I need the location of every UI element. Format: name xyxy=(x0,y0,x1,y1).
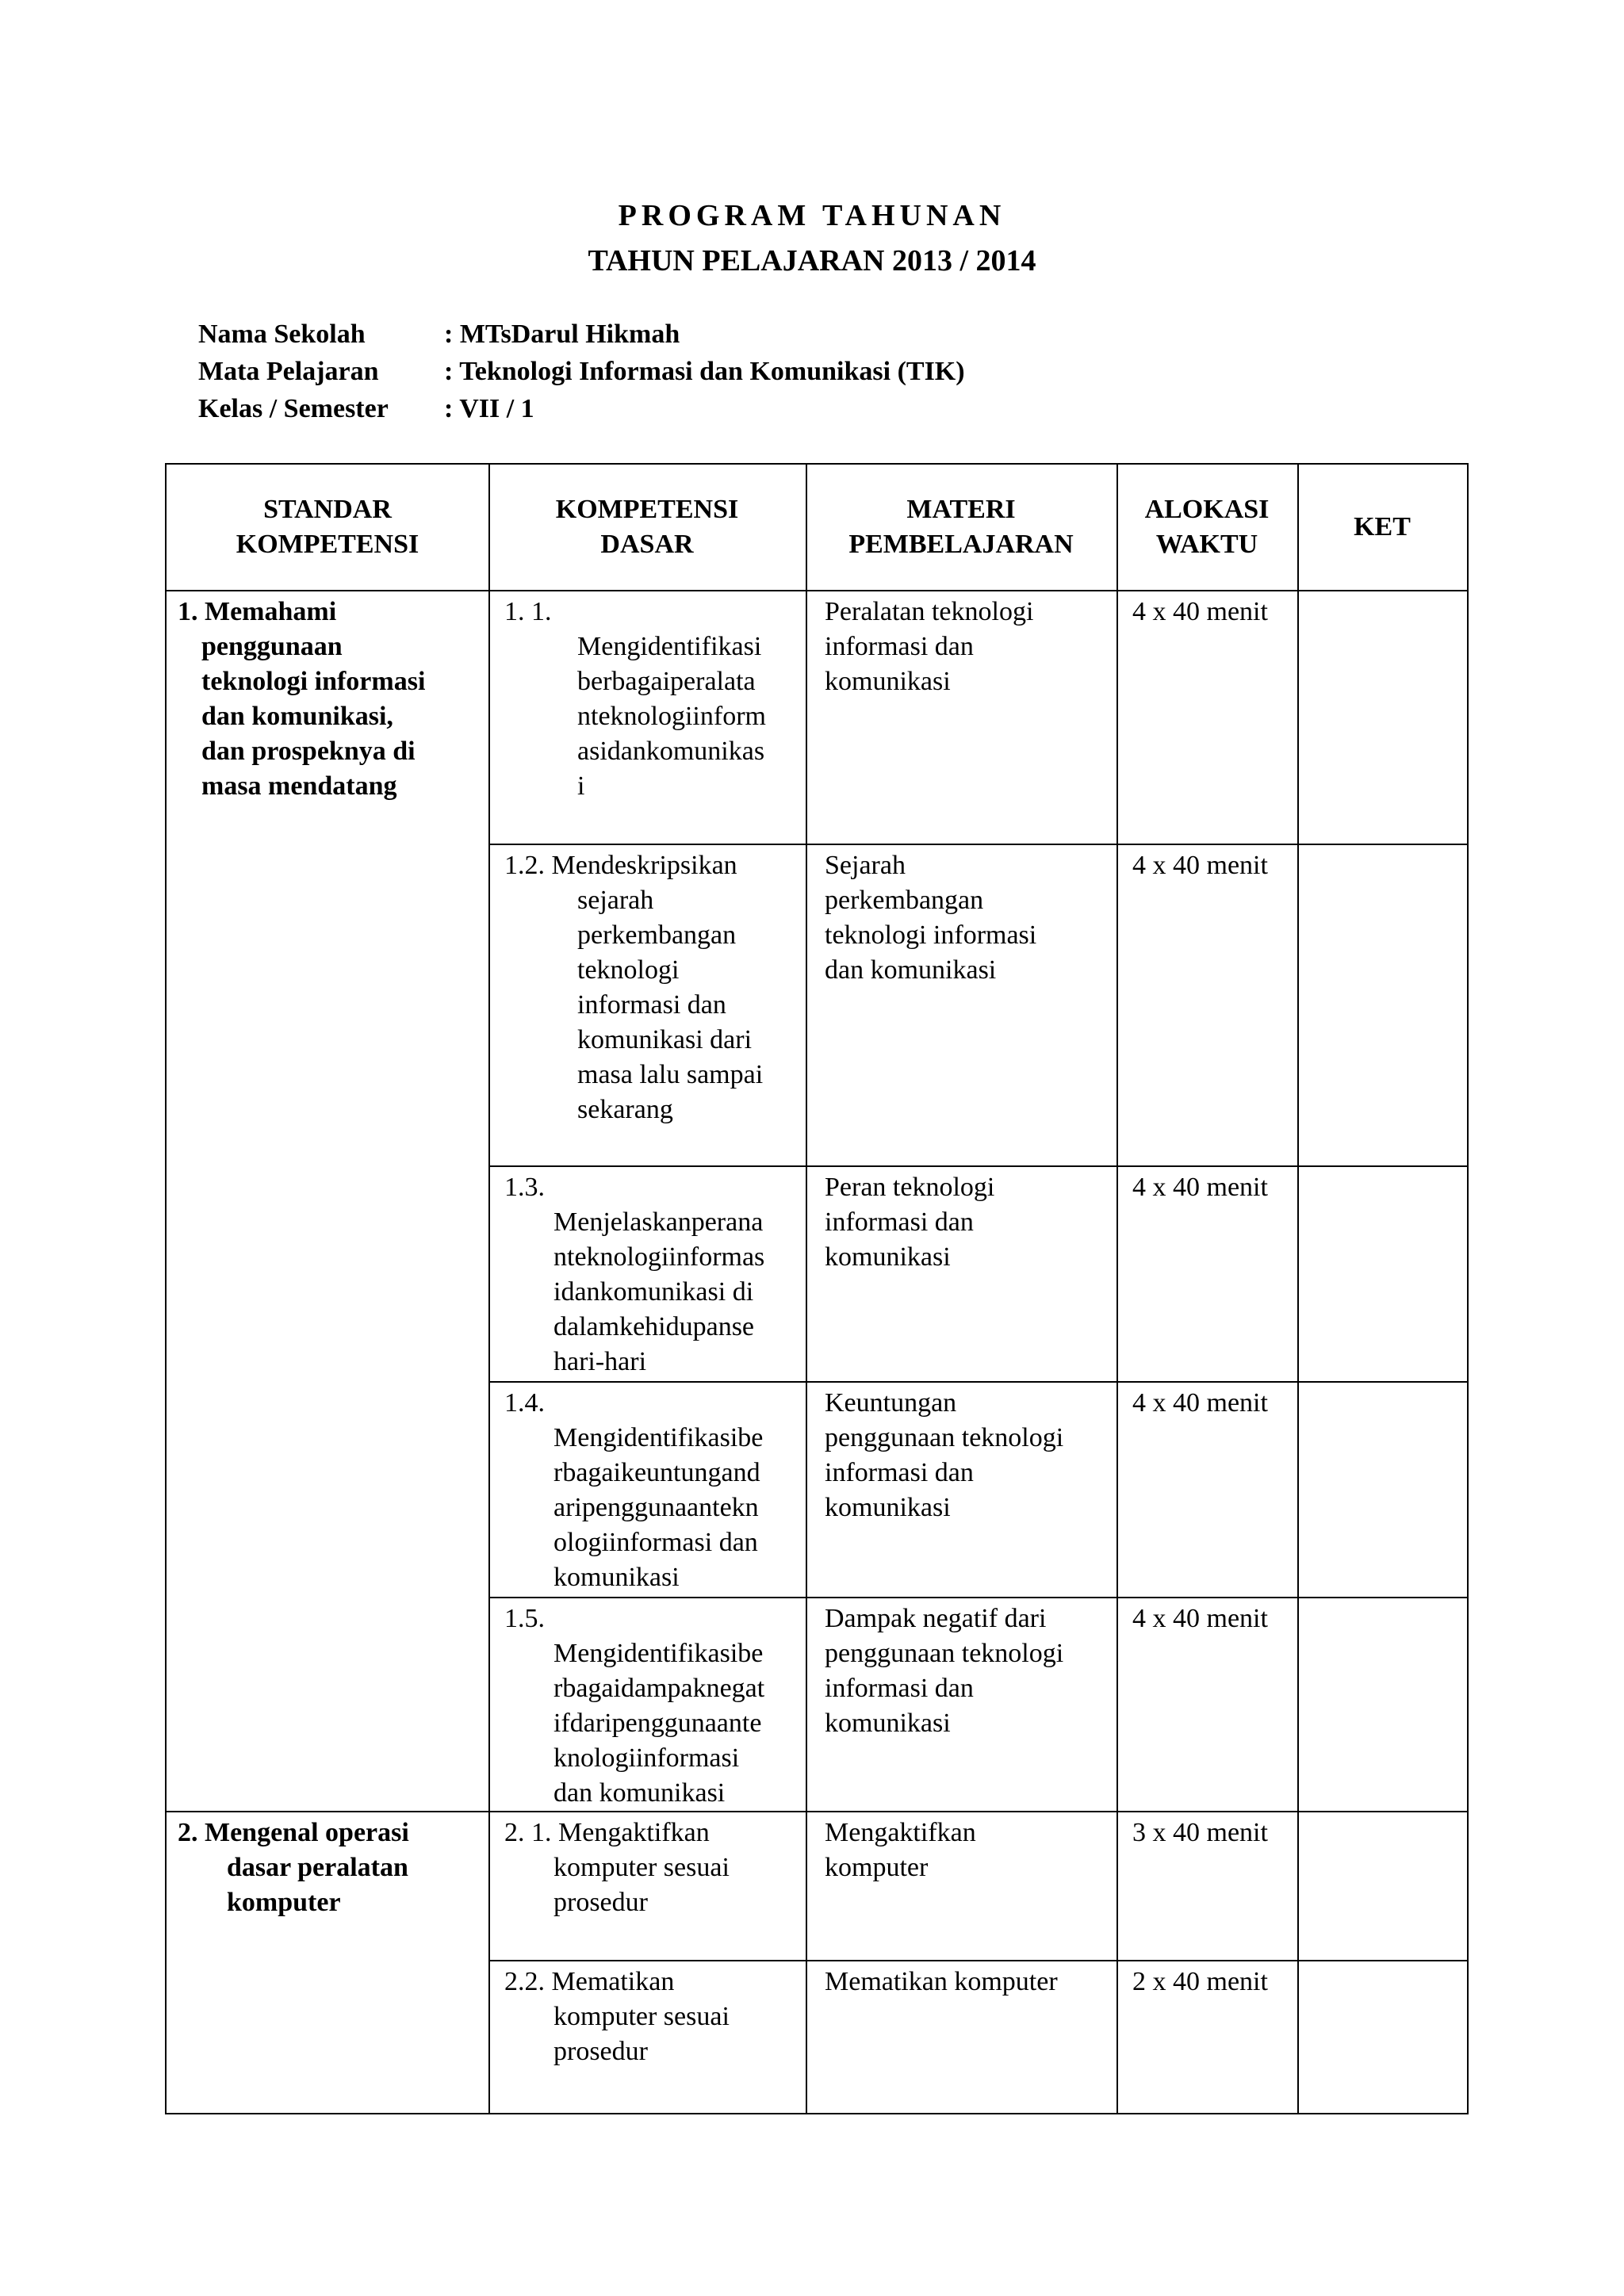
header-text: STANDAR xyxy=(263,495,392,524)
info-value: : Teknologi Informasi dan Komunikasi (TIK) xyxy=(444,353,965,390)
row-divider xyxy=(488,1597,1467,1598)
kd-number: 1.5. xyxy=(504,1604,545,1633)
sk-line: 2. Mengenal operasi xyxy=(178,1818,409,1847)
header-materi xyxy=(806,465,1116,590)
program-table xyxy=(165,463,1469,2114)
kompetensi-dasar-1-2 xyxy=(504,848,804,1127)
alokasi-2-2: 2 x 40 menit xyxy=(1132,1967,1268,1996)
kd-line: informasi dan xyxy=(577,990,726,1020)
info-label: Nama Sekolah xyxy=(198,320,366,349)
kd-line: idankomunikasi di xyxy=(553,1277,754,1307)
materi-1-3 xyxy=(825,1170,1115,1275)
kd-line: komunikasi dari xyxy=(577,1025,753,1054)
row-divider xyxy=(488,1960,1467,1961)
kd-line: aripenggunaantekn xyxy=(553,1493,759,1522)
header-alokasi-waktu xyxy=(1116,465,1297,590)
header-ket xyxy=(1297,465,1467,590)
sk-line: dan prospeknya di xyxy=(201,737,416,766)
kd-line: masa lalu sampai xyxy=(577,1060,764,1089)
sk-line: teknologi informasi xyxy=(201,667,426,696)
materi-line: komputer xyxy=(825,1853,929,1882)
kd-line: perkembangan xyxy=(577,920,737,950)
kd-line: dan komunikasi xyxy=(553,1778,726,1808)
kd-line: prosedur xyxy=(553,1888,648,1917)
materi-1-1 xyxy=(825,595,1115,699)
materi-line: informasi dan xyxy=(825,632,974,661)
info-row-class xyxy=(198,390,965,427)
document-subtitle: TAHUN PELAJARAN 2013 / 2014 xyxy=(588,244,1036,277)
kd-line: komputer sesuai xyxy=(553,1853,730,1882)
row-divider xyxy=(488,844,1467,845)
kd-line: Mengidentifikasi xyxy=(577,632,762,661)
kompetensi-dasar-1-1 xyxy=(504,595,804,804)
kd-line: komputer sesuai xyxy=(553,2002,730,2031)
materi-line: Dampak negatif dari xyxy=(825,1604,1047,1633)
info-row-subject xyxy=(198,353,965,390)
info-value: : VII / 1 xyxy=(444,390,534,427)
kd-line: komunikasi xyxy=(553,1563,680,1592)
alokasi-1-4: 4 x 40 menit xyxy=(1132,1388,1268,1418)
materi-line: informasi dan xyxy=(825,1207,974,1237)
materi-line: perkembangan xyxy=(825,886,984,915)
kd-line: i xyxy=(577,771,585,801)
alokasi-1-1: 4 x 40 menit xyxy=(1132,597,1268,626)
materi-1-4 xyxy=(825,1386,1115,1525)
kd-line: prosedur xyxy=(553,2037,648,2066)
kd-line: ologiinformasi dan xyxy=(553,1528,758,1557)
column-divider xyxy=(1116,465,1118,2113)
kd-line: Menjelaskanperana xyxy=(553,1207,764,1237)
kd-line: nteknologiinformas xyxy=(553,1242,765,1272)
alokasi-2-1: 3 x 40 menit xyxy=(1132,1818,1268,1847)
group-divider xyxy=(167,1811,1467,1812)
kd-line: rbagaikeuntungand xyxy=(553,1458,760,1487)
info-block xyxy=(198,316,965,427)
materi-line: dan komunikasi xyxy=(825,955,997,985)
header-text: WAKTU xyxy=(1155,530,1258,559)
materi-1-5 xyxy=(825,1601,1115,1741)
document-title: PROGRAM TAHUNAN xyxy=(618,199,1006,232)
kd-number: 1.3. xyxy=(504,1173,545,1202)
row-divider xyxy=(488,1381,1467,1383)
header-text: KOMPETENSI xyxy=(555,495,739,524)
header-text: KOMPETENSI xyxy=(236,530,419,559)
kd-line: teknologi xyxy=(577,955,680,985)
materi-line: Mengaktifkan xyxy=(825,1818,976,1847)
materi-line: komunikasi xyxy=(825,1709,951,1738)
kd-line: sejarah xyxy=(577,886,654,915)
alokasi-1-5: 4 x 40 menit xyxy=(1132,1604,1268,1633)
materi-2-1 xyxy=(825,1816,1115,1885)
column-divider xyxy=(806,465,807,2113)
sk-line: masa mendatang xyxy=(201,771,397,801)
header-divider xyxy=(167,590,1467,591)
materi-line: komunikasi xyxy=(825,667,951,696)
info-label: Mata Pelajaran xyxy=(198,357,379,386)
column-divider xyxy=(1297,465,1299,2113)
header-kompetensi-dasar xyxy=(488,465,806,590)
kd-line: rbagaidampaknegat xyxy=(553,1674,765,1703)
standar-kompetensi-2 xyxy=(178,1816,484,1920)
materi-line: penggunaan teknologi xyxy=(825,1423,1064,1452)
header-text: MATERI xyxy=(906,495,1016,524)
kompetensi-dasar-2-1 xyxy=(504,1816,804,1920)
materi-2-2 xyxy=(825,1965,1115,1999)
kd-number: 2. 1. Mengaktifkan xyxy=(504,1818,710,1847)
materi-line: informasi dan xyxy=(825,1458,974,1487)
kompetensi-dasar-1-5 xyxy=(504,1601,804,1811)
kompetensi-dasar-1-3 xyxy=(504,1170,804,1380)
materi-line: komunikasi xyxy=(825,1493,951,1522)
kd-line: dalamkehidupanse xyxy=(553,1312,755,1341)
kd-line: asidankomunikas xyxy=(577,737,765,766)
materi-line: Peran teknologi xyxy=(825,1173,995,1202)
sk-line: penggunaan xyxy=(201,632,343,661)
header-text: PEMBELAJARAN xyxy=(848,530,1074,559)
materi-line: Sejarah xyxy=(825,851,906,880)
materi-line: Mematikan komputer xyxy=(825,1967,1058,1996)
sk-line: 1. Memahami xyxy=(178,597,337,626)
sk-line: komputer xyxy=(227,1888,341,1917)
row-divider xyxy=(488,1165,1467,1167)
kd-line: sekarang xyxy=(577,1095,673,1124)
kd-number: 1.2. Mendeskripsikan xyxy=(504,851,737,880)
kd-line: nteknologiinform xyxy=(577,702,766,731)
kd-number: 2.2. Mematikan xyxy=(504,1967,675,1996)
header-text: ALOKASI xyxy=(1144,495,1270,524)
header-standar-kompetensi xyxy=(167,465,488,590)
kd-number: 1. 1. xyxy=(504,597,552,626)
materi-line: Peralatan teknologi xyxy=(825,597,1034,626)
kd-line: Mengidentifikasibe xyxy=(553,1423,764,1452)
kompetensi-dasar-1-4 xyxy=(504,1386,804,1595)
alokasi-1-3: 4 x 40 menit xyxy=(1132,1173,1268,1202)
header-text: DASAR xyxy=(600,530,694,559)
info-label: Kelas / Semester xyxy=(198,394,389,423)
materi-line: Keuntungan xyxy=(825,1388,957,1418)
kd-number: 1.4. xyxy=(504,1388,545,1418)
kd-line: ifdaripenggunaante xyxy=(553,1709,762,1738)
materi-line: penggunaan teknologi xyxy=(825,1639,1064,1668)
header-text: KET xyxy=(1354,512,1411,541)
info-row-school xyxy=(198,316,965,353)
sk-line: dasar peralatan xyxy=(227,1853,408,1882)
materi-line: komunikasi xyxy=(825,1242,951,1272)
standar-kompetensi-1 xyxy=(178,595,484,804)
kd-line: Mengidentifikasibe xyxy=(553,1639,764,1668)
kompetensi-dasar-2-2 xyxy=(504,1965,804,2069)
kd-line: berbagaiperalata xyxy=(577,667,756,696)
materi-line: teknologi informasi xyxy=(825,920,1037,950)
column-divider xyxy=(488,465,490,2113)
kd-line: knologiinformasi xyxy=(553,1743,740,1773)
sk-line: dan komunikasi, xyxy=(201,702,393,731)
kd-line: hari-hari xyxy=(553,1347,647,1376)
materi-1-2 xyxy=(825,848,1115,988)
materi-line: informasi dan xyxy=(825,1674,974,1703)
info-value: : MTsDarul Hikmah xyxy=(444,316,680,353)
alokasi-1-2: 4 x 40 menit xyxy=(1132,851,1268,880)
